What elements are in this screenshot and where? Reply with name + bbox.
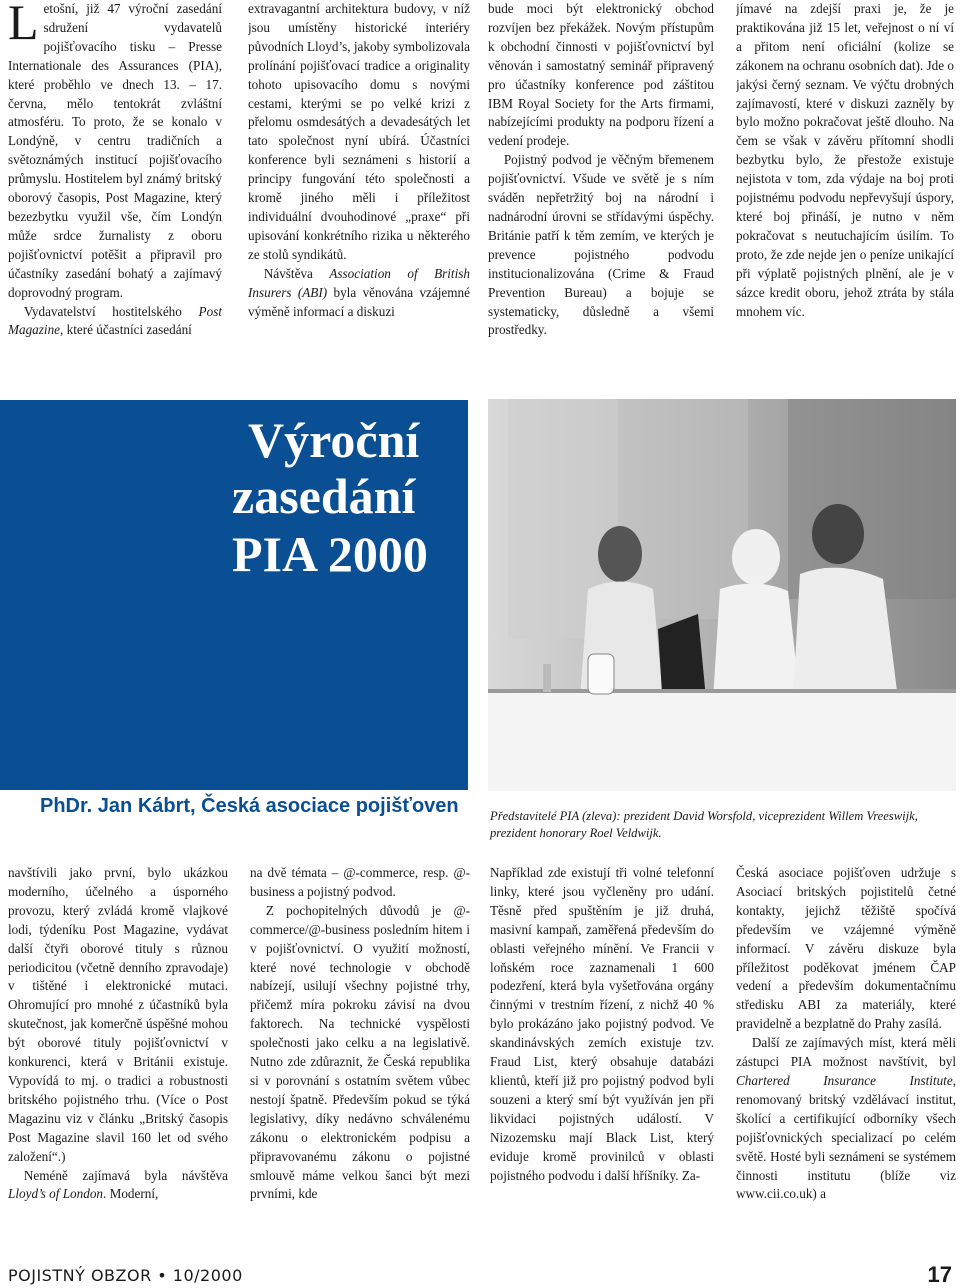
headline-line-2: zasedání — [232, 468, 416, 524]
paragraph-text: bude moci být elektronický obchod rozvíjen bez překážek. Novým přístupům k obchodní činnosti v pojišťovnictví byl věnován i samostatný seminář připravený pro účastníky konference pod záštitou IBM Royal Society for the Arts firmami, nabízejícími produkty na podporu řízení a vedení prodeje. — [488, 1, 714, 149]
journal-footer: POJISTNÝ OBZOR • 10/2000 — [8, 1266, 243, 1285]
headline-panel — [0, 400, 468, 790]
text-run: Neméně zajímavá byla návštěva — [23, 1167, 228, 1183]
column-bottom-3 — [490, 864, 714, 1254]
text-run: , které účastníci zasedání — [60, 322, 192, 338]
italic-run: Chartered Insurance Institute — [736, 1072, 953, 1088]
paragraph-text: etošní, již 47 výroční zasedání sdružení vydavatelů pojišťovacího tisku – Presse Internationale des Assurances (PIA), které proběhlo ve dnech 13. – 17. června, mělo tentokrát zvláštní atmosféru. To proto, že se konalo v Londýně, v centru tradičních a světoznámých institucí pojišťovacího průmyslu. Hostitelem byl známý britský oborový časopis, Post Magazine, který bezezbytku využil vše, čím Londýn může srdce žurnalisty z oboru pojišťovnictví potěšit a připravil pro účastníky zasedání bohatý a zajímavý doprovodný program. — [8, 1, 222, 300]
headline-line-1: Výroční — [248, 412, 420, 468]
paragraph-text: Z pochopitelných důvodů je @-commerce/@-business posledním hitem i v pojišťovnictví. O využití možností, které nové technologie v obchodě nabízejí, usilují všechny pojistné trhy, přičemž míra pokroku závisí na dvou faktorech. Na technické vyspělosti společnosti jako celku a na legislativě. Nutno zde zdůraznit, že Česká republika si v porovnání s ostatním světem vůbec nestojí špatně. Především pokud se týká legislativy, díky nedávno schválenému zákonu o elektronickém podpisu a připravovanému zákonu o pojistné smlouvě máme velkou šanci být mezi prvními, kde — [250, 902, 470, 1202]
italic-run: Post Magazine — [8, 303, 222, 338]
conference-photo — [488, 399, 956, 791]
paragraph-text: Například zde existují tři volné telefonní linky, které jsou vyčleněny pro udání. Těsně před spuštěním je již druhá, masivní kampaň, zaměřená především do oblasti veřejného mínění. Ve Francii v loňském roce zaznamenali 1 600 podezření, která byla vyšetřována orgány činnými v trestním řízení, z nichž 40 % bylo prokázáno jako pojistný podvod. Ve skandinávských zemích existuje tzv. Fraud List, který obsahuje databázi klientů, kteří již pro pojistný podvod byli souzeni a který smí být využíván jen při likvidaci pojistných událostí. V Nizozemsku mají Black List, který eviduje kromě provinilců v oblasti pojistného podvodu i další hříšníky. Za- — [490, 865, 714, 1183]
column-top-3 — [488, 0, 714, 378]
text-run: Návštěva — [263, 265, 330, 281]
column-bottom-4 — [736, 864, 956, 1254]
column-top-4 — [736, 0, 954, 378]
italic-run: Lloyd’s of London — [8, 1186, 104, 1202]
paragraph-text: extravagantní architektura budovy, v níž jsou umístěny historické interiéry původních Lloyd’s, jakoby symbolizovala prolínání pojišťovací tradice a originality tohoto upisovacího domu s novými cestami, kterými se po velké krizi z přelomu osmdesátých a devadesátých let tato společnost nyní ubírá. Účastníci konference byli seznámeni s historií a principy fungování této společnosti a kromě jiného měli i příležitost individuální dvouhodinové „praxe“ při upisování konkrétního rizika u některého ze stolů syndikátů. — [248, 1, 470, 262]
column-top-2 — [248, 0, 470, 378]
paragraph — [736, 1034, 956, 1204]
text-run: , renomovaný britský vzdělávací institut, školící a certifikující odborníky všech pojišťovnických specializací po celém světě. Hosté byli seznámeni se systémem činnosti institutu (blíže viz www.cii.co.uk) a — [736, 1072, 956, 1202]
photo-caption: Představitelé PIA (zleva): prezident David Worsfold, viceprezident Willem Vreeswijk, prezident honorary Roel Veldwijk. — [490, 809, 918, 840]
paragraph-text: jímavé na zdejší praxi je, že je praktikována již 15 let, veřejnost o ní ví a přitom není oficiální (kolize se zákonem na ochranu osobních dat). Jde o jakýsi černý seznam. Ve výčtu drobných zajímavostí, které v diskuzi zazněly by bylo možno pokračovat ještě dlouho. Na čem se však v závěru přítomní shodli bezbytku bylo, že přestože existuje nejistota v tom, zda výdaje na boj proti pojistnému podvodu nepřevyšují úspory, které boj přináší, je nutno v něm pokračovat s neutuchajícím úsilím. To proto, že zde nejde jen o peníze unikající při výplatě pojistných plnění, ale je v sázce kredit oboru, jehož ztráta by stála mnohem víc. — [736, 1, 954, 319]
headline-line-3: PIA 2000 — [232, 526, 428, 582]
paragraph-text: navštívili jako první, bylo ukázkou moderního, účelného a úsporného provozu, který zvládá kromě vlajkové lodi, týdeníku Post Magazine, vydávat další čtyři oborové tituly s různou periodicitou (včetně denního zpravodaje) v tištěné i elektronické mutaci. Ohromující pro mnohé z účastníků byla skutečnost, jak komerčně úspěšné mohou být oborové tituly pojišťovnictví v konkurenci, která v Británii existuje. Vypovídá to mj. o tradici a robustnosti britského pojistného trhu. (Více o Post Magazinu viz v článku „Britský časopis Post Magazine slavil 160 let od svého založení“.) — [8, 865, 228, 1164]
drop-cap: L — [8, 0, 39, 50]
text-run: byla věnována vzájemné výměně informací a diskuzi — [248, 284, 470, 319]
paragraph — [8, 303, 222, 341]
text-run: Další ze zajímavých míst, která měli zástupci PIA možnost navštívit, byl — [736, 1035, 956, 1070]
text-run: Vydavatelství hostitelského — [23, 303, 199, 319]
italic-run: Association of British Insurers (ABI) — [248, 265, 470, 300]
page-number: 17 — [927, 1262, 952, 1287]
column-top-1 — [8, 0, 222, 378]
author-byline: PhDr. Jan Kábrt, Česká asociace pojišťoven — [40, 795, 459, 817]
column-bottom-2 — [250, 864, 470, 1254]
column-bottom-1 — [8, 864, 228, 1254]
paragraph — [248, 265, 470, 322]
photo-illustration — [488, 399, 956, 791]
paragraph — [8, 0, 222, 303]
paragraph-text: na dvě témata – @-commerce, resp. @-business a pojistný podvod. — [250, 865, 470, 899]
paragraph — [8, 1167, 228, 1205]
text-run: . Moderní, — [103, 1186, 159, 1202]
paragraph-text: Česká asociace pojišťoven udržuje s Asociací britských pojistitelů četné kontakty, jejichž těžiště spočívá především ve vzájemné výměně informací. V závěru diskuze byla příležitost poděkovat jménem ČAP vedení a především dokumentačnímu středisku ABI za materiály, které pravidelně a bezplatně do Prahy zasílá. — [736, 865, 956, 1032]
paragraph-text: Pojistný podvod je věčným břemenem pojišťovnictví. Všude ve světě je s ním sváděn nepřetržitý boj na národní i nadnárodní úrovni se střídavými úspěchy. Británie patří k těm zemím, ve kterých je prevence pojistného podvodu institucionalizována (Crime & Fraud Prevention Bureau) a bojuje se systematicky, důsledně a všemi prostředky. — [488, 152, 714, 338]
